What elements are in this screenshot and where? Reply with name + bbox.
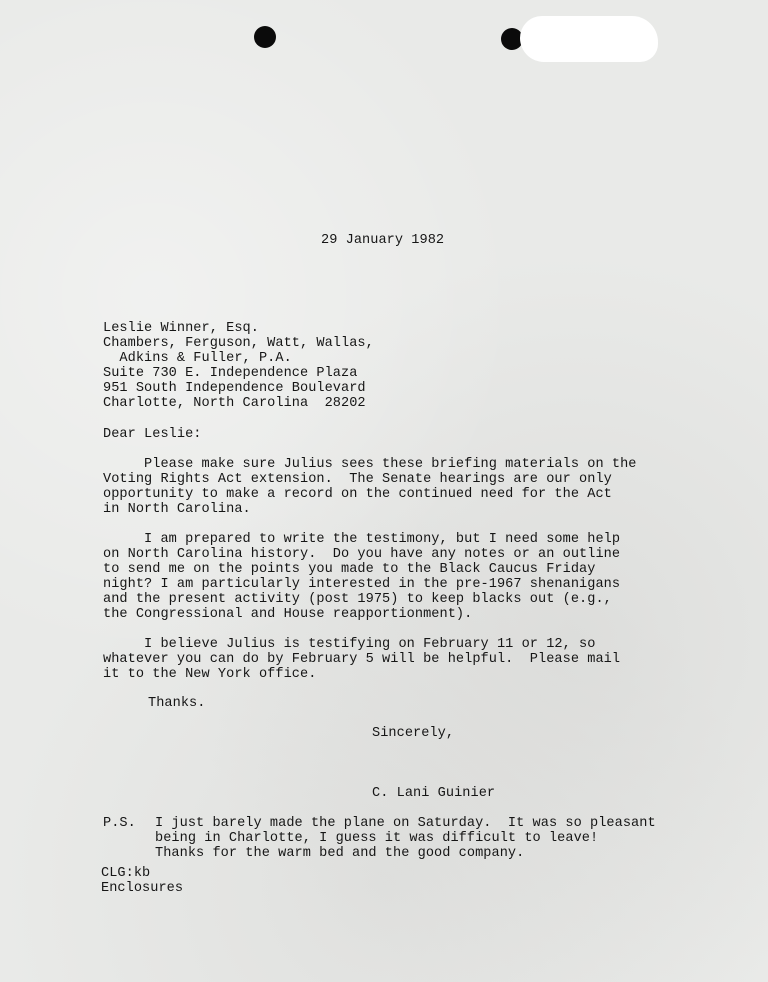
paragraph-line: whatever you can do by February 5 will be helpful. Please mail xyxy=(103,652,621,667)
ps-label: P.S. xyxy=(103,816,136,831)
recipient-line: 951 South Independence Boulevard xyxy=(103,381,366,396)
paragraph-line: in North Carolina. xyxy=(103,502,251,517)
redaction-mark xyxy=(520,16,658,62)
recipient-line: Suite 730 E. Independence Plaza xyxy=(103,366,358,381)
paragraph-line: night? I am particularly interested in the pre-1967 shenanigans xyxy=(103,577,621,592)
letter-date: 29 January 1982 xyxy=(321,233,445,248)
recipient-line: Adkins & Fuller, P.A. xyxy=(103,351,292,366)
paragraph-line: on North Carolina history. Do you have any notes or an outline xyxy=(103,547,621,562)
paragraph-line: Please make sure Julius sees these briefing materials on the xyxy=(103,457,637,472)
paragraph-line: to send me on the points you made to the Black Caucus Friday xyxy=(103,562,596,577)
ps-line: Thanks for the warm bed and the good company. xyxy=(155,846,525,861)
recipient-line: Leslie Winner, Esq. xyxy=(103,321,259,336)
paragraph-line: Voting Rights Act extension. The Senate hearings are our only xyxy=(103,472,612,487)
paragraph-line: I am prepared to write the testimony, but I need some help xyxy=(103,532,621,547)
paragraph-line: I believe Julius is testifying on February 11 or 12, so xyxy=(103,637,596,652)
salutation: Dear Leslie: xyxy=(103,427,202,442)
thanks-line: Thanks. xyxy=(148,696,206,711)
punch-hole-left xyxy=(254,26,276,48)
typist-initials: CLG:kb xyxy=(101,866,151,881)
paragraph-line: the Congressional and House reapportionment). xyxy=(103,607,473,622)
closing: Sincerely, xyxy=(372,726,455,741)
paragraph-line: opportunity to make a record on the continued need for the Act xyxy=(103,487,612,502)
signature-name: C. Lani Guinier xyxy=(372,786,496,801)
ps-line: I just barely made the plane on Saturday. It was so pleasant xyxy=(155,816,656,831)
paragraph-line: and the present activity (post 1975) to keep blacks out (e.g., xyxy=(103,592,612,607)
recipient-line: Chambers, Ferguson, Watt, Wallas, xyxy=(103,336,374,351)
ps-line: being in Charlotte, I guess it was difficult to leave! xyxy=(155,831,599,846)
enclosures-note: Enclosures xyxy=(101,881,184,896)
paragraph-line: it to the New York office. xyxy=(103,667,317,682)
recipient-line: Charlotte, North Carolina 28202 xyxy=(103,396,366,411)
